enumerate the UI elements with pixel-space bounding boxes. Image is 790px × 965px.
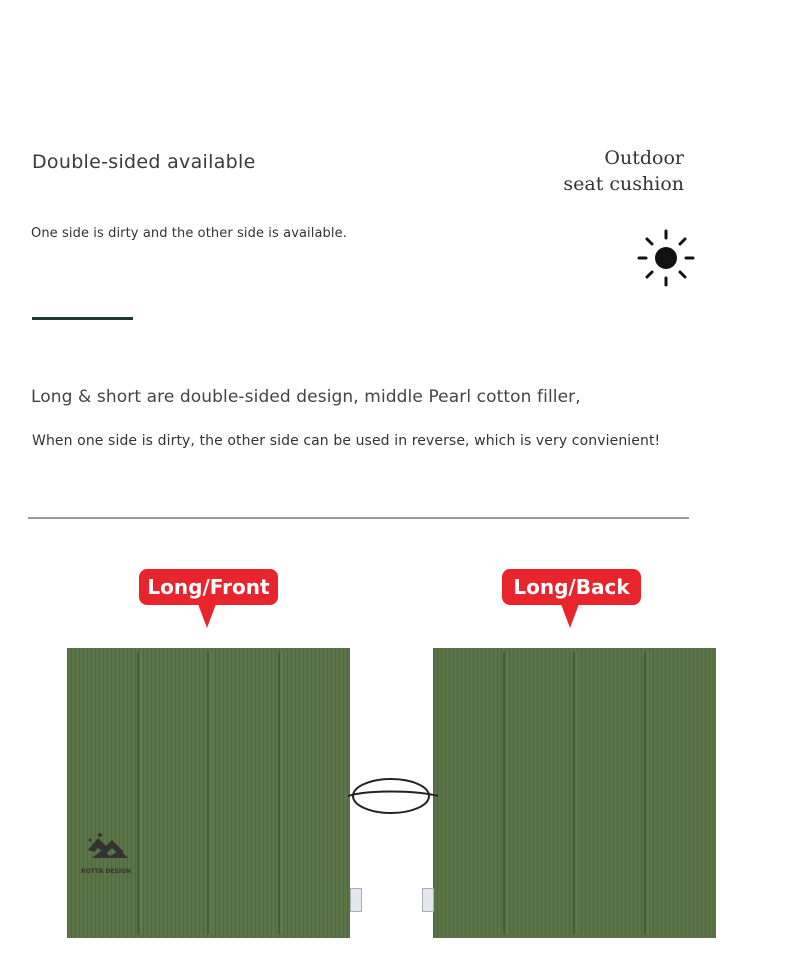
sewn-label-right bbox=[422, 888, 434, 912]
front-label-badge: Long/Front bbox=[139, 569, 278, 605]
sewn-label-left bbox=[350, 888, 362, 912]
description-line-1: Long & short are double-sided design, middle Pearl cotton filler, bbox=[31, 387, 581, 407]
mountain-logo-icon bbox=[80, 828, 132, 880]
section-divider bbox=[28, 517, 689, 519]
back-label-badge: Long/Back bbox=[502, 569, 641, 605]
brand-line-1: Outdoor bbox=[604, 147, 684, 169]
brand-line-2: seat cushion bbox=[563, 173, 684, 195]
brand-title bbox=[563, 145, 684, 197]
front-label-pointer bbox=[198, 604, 216, 628]
cushion-front-texture bbox=[67, 648, 350, 938]
back-label-pointer bbox=[561, 604, 579, 628]
cushion-back-texture bbox=[433, 648, 716, 938]
sun-icon bbox=[636, 228, 696, 288]
accent-divider bbox=[32, 317, 133, 320]
elastic-strap-icon bbox=[348, 774, 438, 818]
section-heading: Double-sided available bbox=[32, 151, 256, 173]
cushion-back-image bbox=[433, 648, 716, 938]
description-line-2: When one side is dirty, the other side can be used in reverse, which is very convienient! bbox=[32, 433, 661, 449]
logo-text: ROTTA DESIGN bbox=[81, 868, 131, 875]
cushion-front-image bbox=[67, 648, 350, 938]
section-subheading: One side is dirty and the other side is available. bbox=[31, 226, 347, 241]
